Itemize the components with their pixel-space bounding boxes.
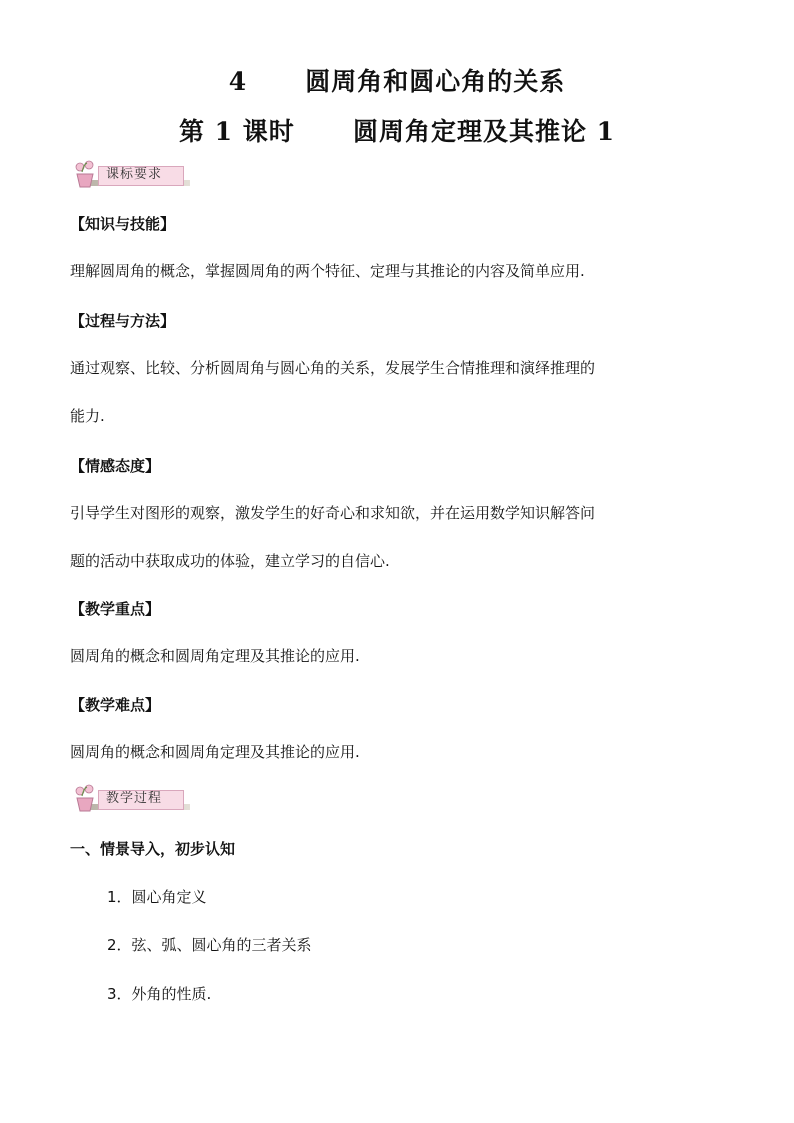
- page-subtitle: 第 1 课时 圆周角定理及其推论 1: [178, 117, 616, 146]
- heading-part1: 一、情景导入，初步认知: [70, 840, 236, 858]
- section-banner-process: [70, 784, 190, 816]
- flower-pot-icon: [70, 160, 100, 188]
- heading-knowledge: 【知识与技能】: [70, 215, 176, 233]
- heading-emotion: 【情感态度】: [70, 457, 161, 475]
- text-key-point: 圆周角的概念和圆周角定理及其推论的应用.: [70, 647, 360, 665]
- list-item: 3．外角的性质.: [107, 985, 212, 1003]
- section-banner-standards: [70, 160, 190, 192]
- flower-pot-icon: [70, 784, 100, 812]
- heading-process: 【过程与方法】: [70, 312, 176, 330]
- text-emotion-line2: 题的活动中获取成功的体验，建立学习的自信心.: [70, 552, 390, 570]
- banner-label: 教学过程: [106, 791, 163, 806]
- list-item: 2．弦、弧、圆心角的三者关系: [107, 936, 312, 954]
- text-difficulty: 圆周角的概念和圆周角定理及其推论的应用.: [70, 743, 360, 761]
- text-knowledge: 理解圆周角的概念，掌握圆周角的两个特征、定理与其推论的内容及简单应用.: [70, 262, 585, 280]
- heading-difficulty: 【教学难点】: [70, 696, 161, 714]
- text-emotion-line1: 引导学生对图形的观察，激发学生的好奇心和求知欲，并在运用数学知识解答问: [70, 504, 596, 522]
- page-title: 4 圆周角和圆心角的关系: [228, 67, 566, 96]
- heading-key-point: 【教学重点】: [70, 600, 161, 618]
- text-process-line2: 能力.: [70, 407, 105, 425]
- text-process-line1: 通过观察、比较、分析圆周角与圆心角的关系，发展学生合情推理和演绎推理的: [70, 359, 596, 377]
- banner-label: 课标要求: [106, 167, 163, 182]
- list-item: 1．圆心角定义: [107, 888, 207, 906]
